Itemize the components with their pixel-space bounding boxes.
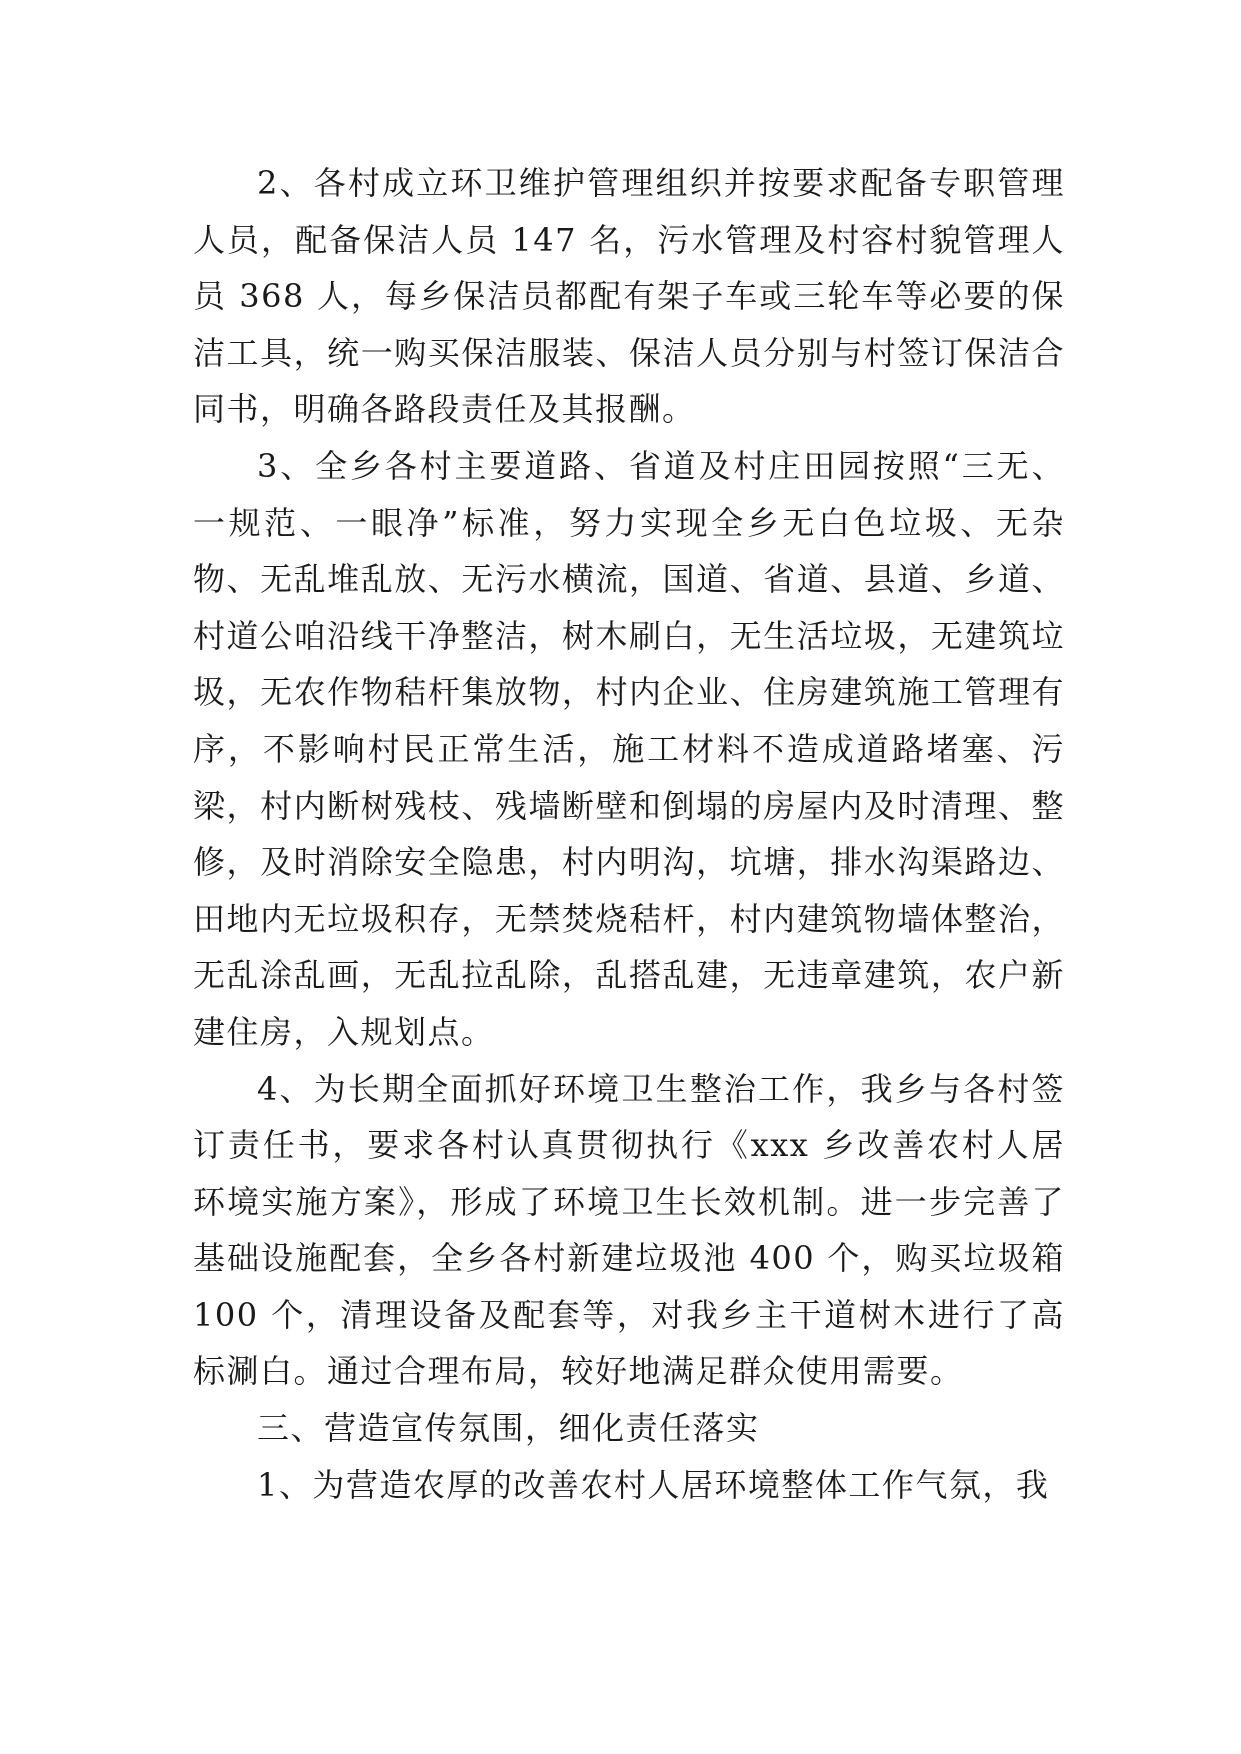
document-body (193, 155, 1065, 1513)
paragraph-item-2: 2、各村成立环卫维护管理组织并按要求配备专职管理人员，配备保洁人员 147 名，污水管理及村容村貌管理人员 368 人，每乡保洁员都配有架子车或三轮车等必要的保洁工具，统一购买保洁服装、保洁人员分别与村签订保洁合同书，明确各路段责任及其报酬。 (193, 164, 1065, 429)
paragraph-item-4: 4、为长期全面抓好环境卫生整治工作，我乡与各村签订责任书，要求各村认真贯彻执行《xxx 乡改善农村人居环境实施方案》，形成了环境卫生长效机制。进一步完善了基础设施配套，全乡各村新建垃圾池 400 个，购买垃圾箱 100 个，清理设备及配套等，对我乡主干道树木进行了高标涮白。通过合理布局，较好地满足群众使用需要。 (193, 1069, 1065, 1391)
section-heading-three: 三、营造宣传氛围，细化责任落实 (257, 1409, 760, 1448)
paragraph-item-1: 1、为营造农厚的改善农村人居环境整体工作气氛，我 (257, 1465, 1050, 1504)
paragraph-item-3: 3、全乡各村主要道路、省道及村庄田园按照“三无、一规范、一眼净”标准，努力实现全乡无白色垃圾、无杂物、无乱堆乱放、无污水横流，国道、省道、县道、乡道、村道公咱沿线干净整洁，树木刷白，无生活垃圾，无建筑垃圾，无农作物秸杆集放物，村内企业、住房建筑施工管理有序，不影响村民正常生活，施工材料不造成道路堵塞、污梁，村内断树残枝、残墙断壁和倒塌的房屋内及时清理、整修，及时消除安全隐患，村内明沟，坑塘，排水沟渠路边、田地内无垃圾积存，无禁焚烧秸杆，村内建筑物墙体整治，无乱涂乱画，无乱拉乱除，乱搭乱建，无违章建筑，农户新建住房，入规划点。 (193, 446, 1065, 1051)
